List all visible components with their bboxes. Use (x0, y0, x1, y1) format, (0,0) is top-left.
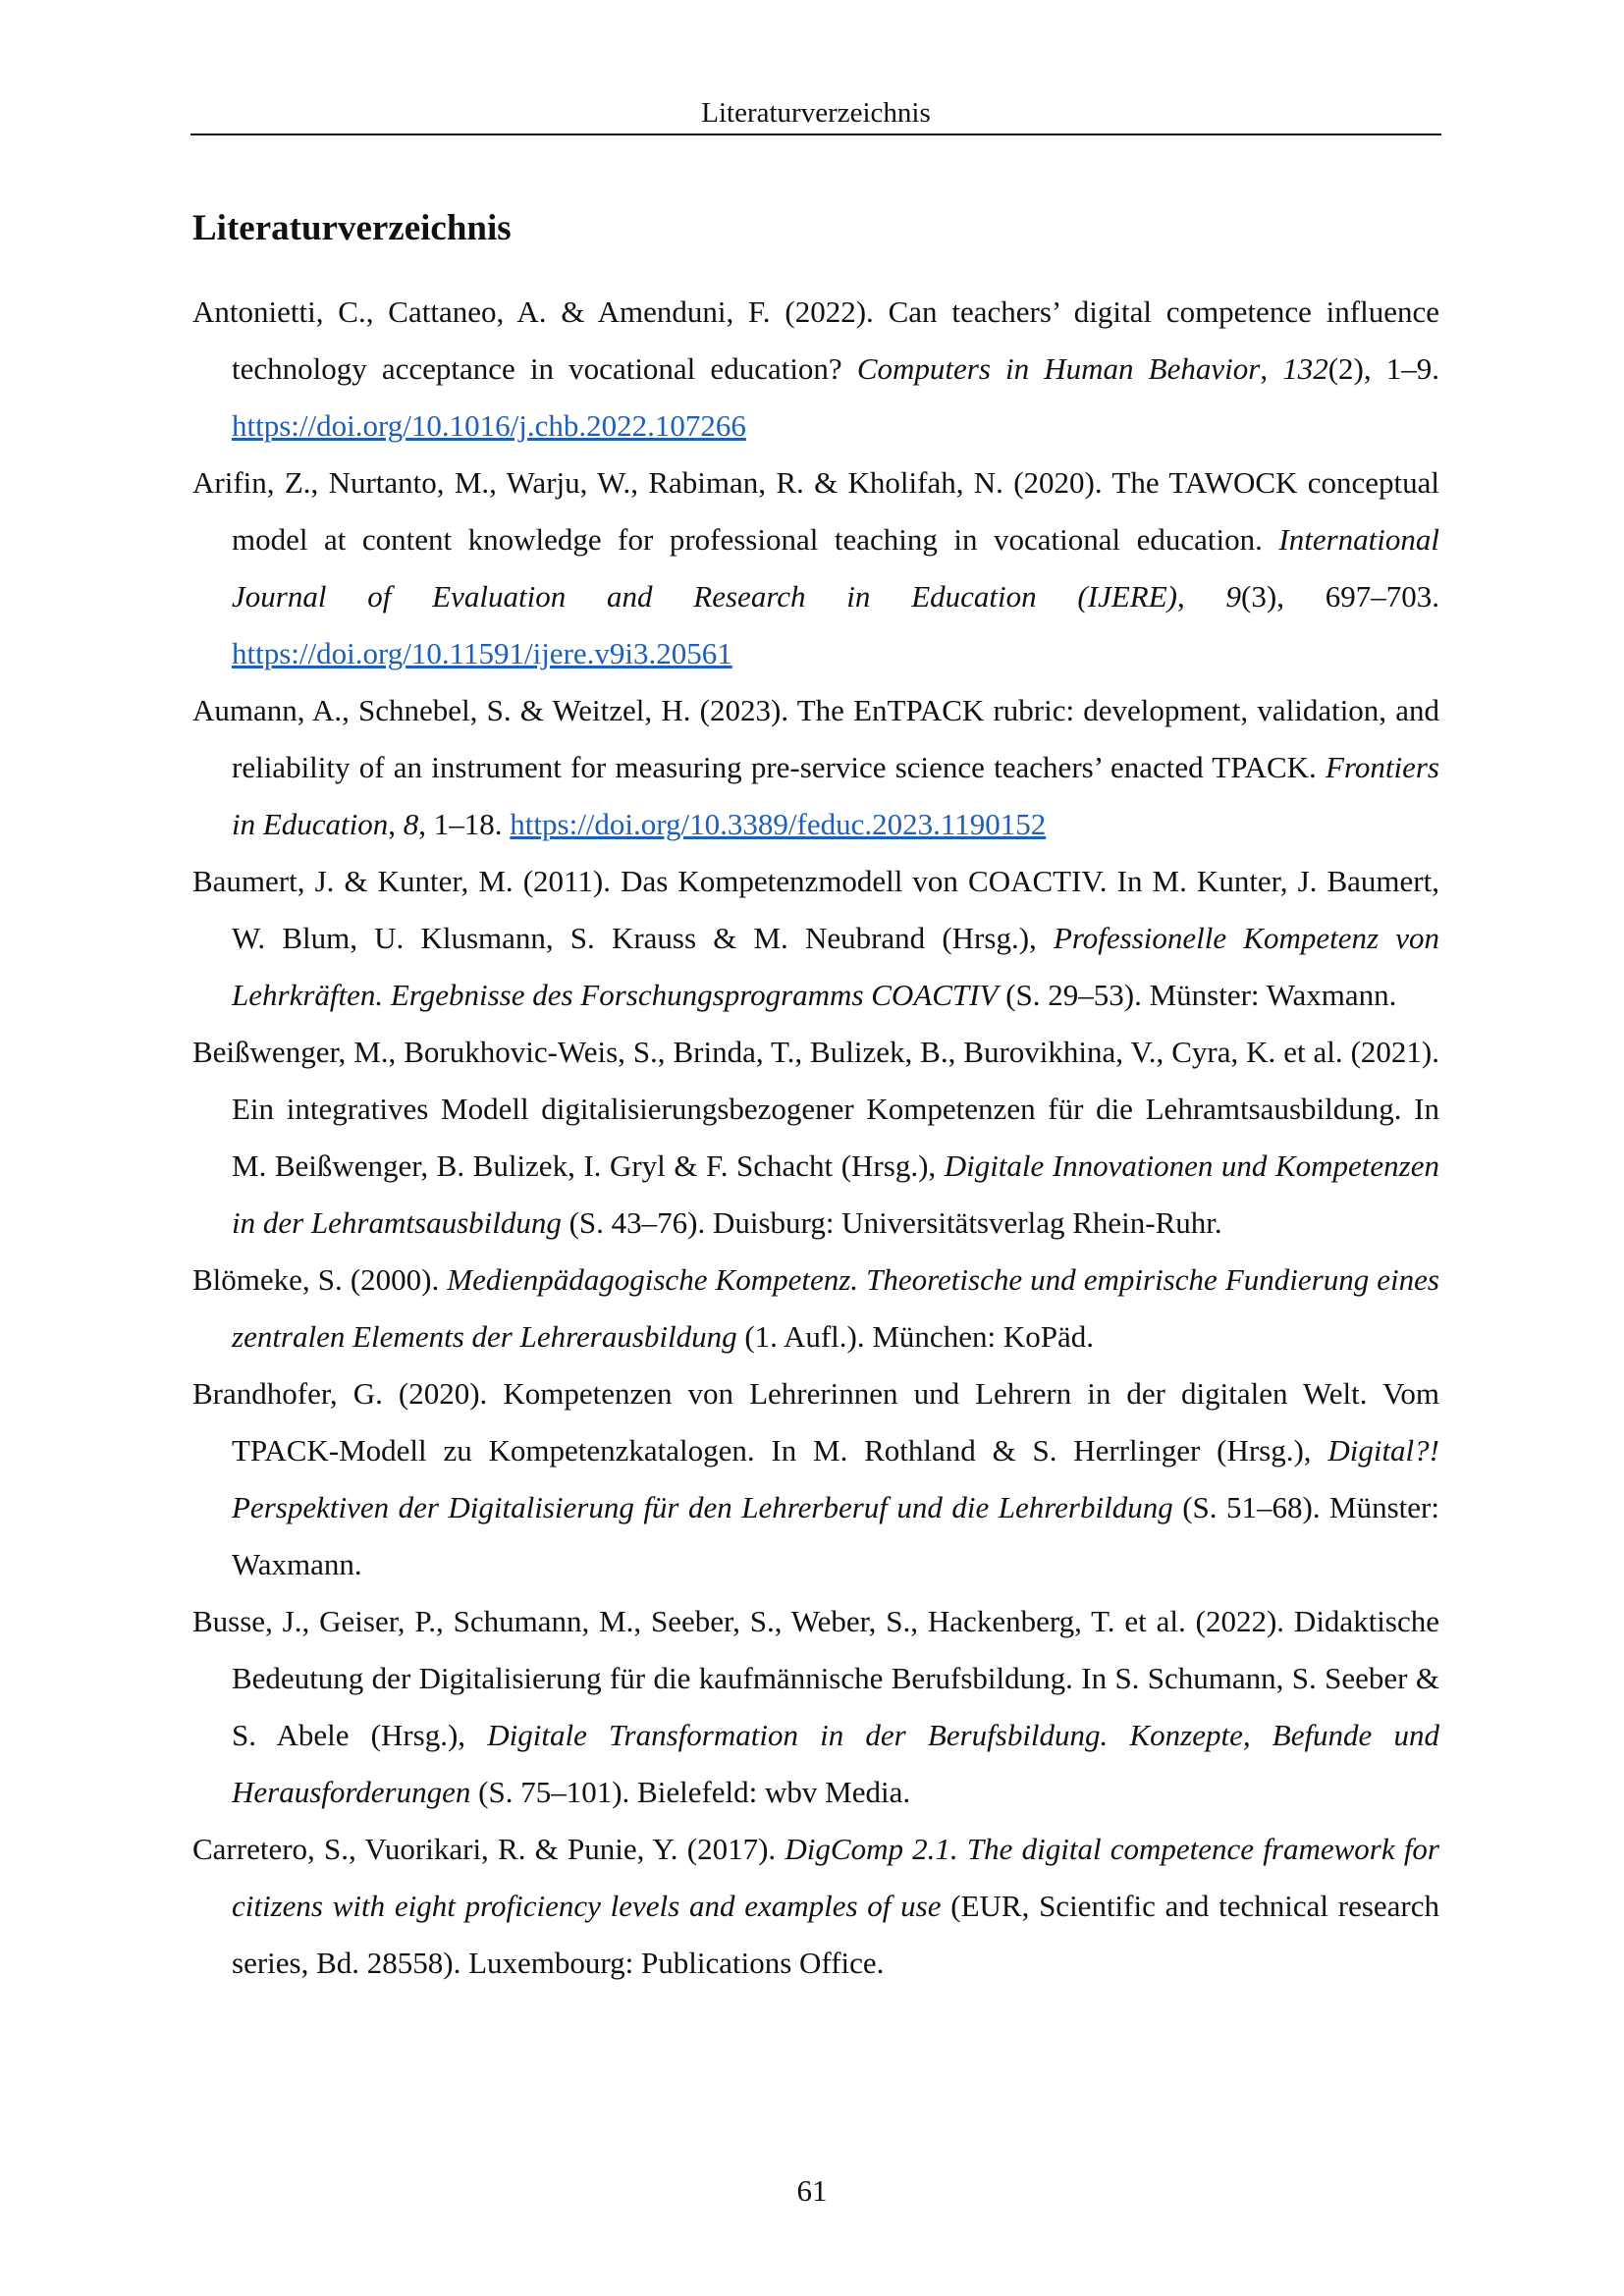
reference-text: , 1–18. (418, 807, 511, 841)
reference-journal: International Journal of Evaluation and Research in Education (IJERE) (232, 522, 1439, 614)
reference-text: (EUR, Scientific and technical research series, Bd. 28558). Luxembourg: Publications Office. (232, 1889, 1439, 1980)
reference-busse-2022 (192, 1593, 1439, 1821)
reference-text: Carretero, S., Vuorikari, R. & Punie, Y. (2017). (192, 1832, 785, 1866)
reference-text: , (1260, 351, 1283, 386)
reference-text: Busse, J., Geiser, P., Schumann, M., Seeber, S., Weber, S., Hackenberg, T. et al. (2022). Didaktische Bedeutung der Digitalisierung für die kaufmännische Berufsbildung. In S. Schumann, S. Seeber & S. Abele (Hrsg.), (192, 1604, 1439, 1752)
reference-brandhofer-2020 (192, 1365, 1439, 1593)
running-header: Literaturverzeichnis (701, 97, 931, 129)
reference-text: (1. Aufl.). München: KoPäd. (736, 1319, 1094, 1354)
section-title: Literaturverzeichnis (192, 208, 512, 248)
reference-text: , (1176, 579, 1226, 614)
reference-aumann-2023 (192, 682, 1439, 853)
reference-text: (S. 51–68). Münster: Waxmann. (232, 1490, 1439, 1581)
reference-volume: 132 (1282, 351, 1328, 386)
reference-carretero-2017 (192, 1821, 1439, 1992)
reference-text: Arifin, Z., Nurtanto, M., Warju, W., Rabiman, R. & Kholifah, N. (2020). The TAWOCK conceptual model at content knowledge for professional teaching in vocational education. (192, 465, 1439, 557)
reference-text: (S. 75–101). Bielefeld: wbv Media. (470, 1775, 911, 1809)
reference-text: (3), 697–703. (1241, 579, 1439, 614)
reference-text: (2), 1–9. (1327, 351, 1439, 386)
reference-text: Blömeke, S. (2000). (192, 1262, 448, 1297)
reference-text: Baumert, J. & Kunter, M. (2011). Das Kompetenzmodell von COACTIV. In M. Kunter, J. Baumert, W. Blum, U. Klusmann, S. Krauss & M. Neubrand (Hrsg.), (192, 864, 1439, 955)
reference-book-title: Digitale Innovationen und Kompetenzen in der Lehramtsausbildung (232, 1148, 1439, 1240)
header-rule (190, 133, 1441, 135)
reference-volume: 9 (1225, 579, 1242, 614)
reference-baumert-2011 (192, 853, 1439, 1024)
reference-book-title: Medienpädagogische Kompetenz. Theoretische und empirische Fundierung eines zentralen Elements der Lehrerausbildung (232, 1262, 1439, 1354)
doi-link[interactable]: https://doi.org/10.11591/ijere.v9i3.20561 (232, 636, 732, 670)
reference-journal: Computers in Human Behavior (856, 351, 1261, 386)
reference-bloemeke-2000 (192, 1252, 1439, 1365)
reference-list (192, 284, 1439, 1992)
reference-text: Aumann, A., Schnebel, S. & Weitzel, H. (2023). The EnTPACK rubric: development, validation, and reliability of an instrument for measuring pre-service science teachers’ enacted TPACK. (192, 693, 1439, 784)
reference-text: (S. 29–53). Münster: Waxmann. (998, 978, 1397, 1012)
page-number: 61 (796, 2173, 828, 2208)
reference-volume: 8 (403, 807, 419, 841)
doi-link[interactable]: https://doi.org/10.3389/feduc.2023.1190152 (510, 807, 1047, 841)
reference-antonietti-2022 (192, 284, 1439, 454)
reference-book-title: Professionelle Kompetenz von Lehrkräften. Ergebnisse des Forschungsprogramms COACTIV (232, 921, 1439, 1012)
reference-journal: Frontiers in Education (232, 750, 1439, 841)
reference-book-title: DigComp 2.1. The digital competence framework for citizens with eight proficiency levels and examples of use (232, 1832, 1439, 1923)
reference-text: (S. 43–76). Duisburg: Universitätsverlag Rhein-Ruhr. (561, 1205, 1222, 1240)
reference-book-title: Digital?! Perspektiven der Digitalisierung für den Lehrerberuf und die Lehrerbildung (232, 1433, 1439, 1524)
reference-text: Beißwenger, M., Borukhovic-Weis, S., Brinda, T., Bulizek, B., Burovikhina, V., Cyra, K. et al. (2021). Ein integratives Modell digitalisierungsbezogener Kompetenzen für die Lehramtsausbildung. In M. Beißwenger, B. Bulizek, I. Gryl & F. Schacht (Hrsg.), (192, 1035, 1439, 1183)
reference-arifin-2020 (192, 454, 1439, 682)
reference-book-title: Digitale Transformation in der Berufsbildung. Konzepte, Befunde und Herausforderungen (232, 1718, 1439, 1809)
reference-text: Antonietti, C., Cattaneo, A. & Amenduni, F. (2022). Can teachers’ digital competence influence technology acceptance in vocational education? (192, 294, 1439, 386)
reference-beisswenger-2021 (192, 1024, 1439, 1252)
doi-link[interactable]: https://doi.org/10.1016/j.chb.2022.107266 (232, 408, 746, 443)
reference-text: Brandhofer, G. (2020). Kompetenzen von Lehrerinnen und Lehrern in der digitalen Welt. Vom TPACK-Modell zu Kompetenzkatalogen. In M. Rothland & S. Herrlinger (Hrsg.), (192, 1376, 1439, 1468)
reference-text: , (388, 807, 404, 841)
